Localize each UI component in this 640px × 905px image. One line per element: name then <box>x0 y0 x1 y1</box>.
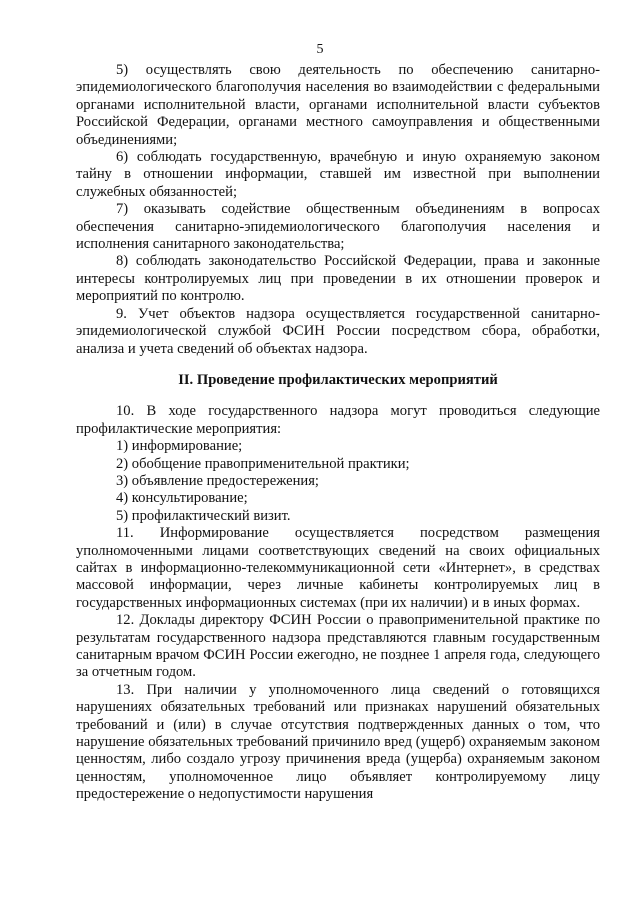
document-body <box>76 62 600 804</box>
list-item: 1) информирование; <box>116 438 243 455</box>
list-item: 3) объявление предостережения; <box>116 472 319 489</box>
paragraph-9: 9. Учет объектов надзора осуществляется государственной санитарно-эпидемиологической службой ФСИН России посредством сбора, обработки, анализа и учета сведений об объектах надзора. <box>76 305 600 357</box>
paragraph-11: 11. Информирование осуществляется посредством размещения уполномоченными лицами соответствующих сведений на своих официальных сайтах в информационно-телекоммуникационной сети «Интернет», в средствах массовой информации, через личные кабинеты контролируемых лиц в государственных информационных системах (при их наличии) и в иных формах. <box>76 525 600 611</box>
section-heading: II. Проведение профилактических мероприятий <box>178 371 498 388</box>
paragraph-item-7: 7) оказывать содействие общественным объединениям в вопросах обеспечения санитарно-эпидемиологического благополучия населения и исполнения санитарного законодательства; <box>76 201 600 253</box>
page-number: 5 <box>316 42 324 57</box>
paragraph-10: 10. В ходе государственного надзора могут проводиться следующие профилактические мероприятия: <box>76 403 600 437</box>
paragraph-13: 13. При наличии у уполномоченного лица сведений о готовящихся нарушениях обязательных требований или признаках нарушений обязательных требований и (или) в случае отсутствия подтвержденных данных о том, что нарушение обязательных требований причинило вред (ущерб) охраняемым законом ценностям, либо создало угрозу причинения вреда (ущерба) охраняемым законом ценностям, уполномоченное лицо объявляет контролируемому лицу предостережение о недопустимости нарушения <box>76 681 600 803</box>
paragraph-item-6: 6) соблюдать государственную, врачебную и иную охраняемую законом тайну в отношении информации, ставшей им известной при выполнении служебных обязанностей; <box>76 149 600 200</box>
paragraph-item-8: 8) соблюдать законодательство Российской Федерации, права и законные интересы контролируемых лиц при проведении в их отношении проверок и мероприятий по контролю. <box>76 253 600 305</box>
list-item: 5) профилактический визит. <box>116 507 291 524</box>
paragraph-item-5: 5) осуществлять свою деятельность по обеспечению санитарно-эпидемиологического благополучия населения во взаимодействии с федеральными органами исполнительной власти, органами исполнительной власти субъектов Российской Федерации, органами местного самоуправления и общественными объединениями; <box>76 62 600 148</box>
list-item: 4) консультирование; <box>116 490 248 507</box>
paragraph-12: 12. Доклады директору ФСИН России о правоприменительной практике по результатам государственного надзора представляются главным государственным санитарным врачом ФСИН России ежегодно, не позднее 1 апреля года, следующего за отчетным годом. <box>76 612 600 681</box>
list-item: 2) обобщение правоприменительной практики; <box>116 455 410 472</box>
